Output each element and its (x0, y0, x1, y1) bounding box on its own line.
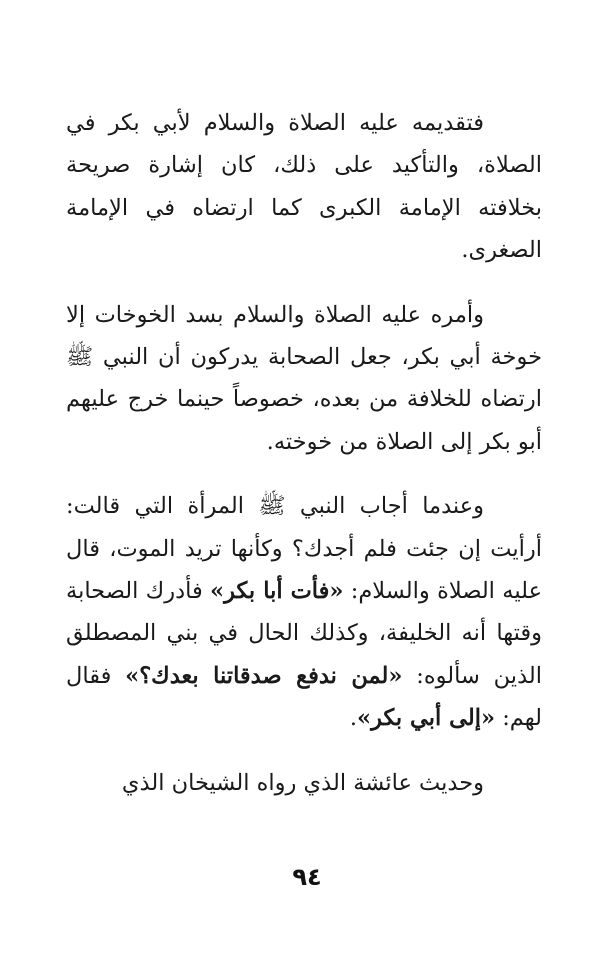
quote-fa-ta-aba-bakr: «فأت أبا بكر» (210, 578, 344, 605)
paragraph-2 (66, 294, 542, 464)
page-number: ٩٤ (292, 863, 322, 891)
paragraph-3-text-part-1: وعندما أجاب النبي ﷺ المرأة التي قالت: أرأيت إن جئت فلم أجدك؟ وكأنها تريد الموت، قال عليه الصلاة والسلام: (66, 493, 542, 605)
paragraph-4-text: وحديث عائشة الذي رواه الشيخان الذي (121, 769, 484, 796)
paragraph-3 (66, 485, 542, 739)
body-text (66, 102, 542, 804)
paragraph-3-text-part-4: . (349, 705, 358, 732)
paragraph-4 (66, 762, 542, 804)
paragraph-1 (66, 102, 542, 272)
paragraph-3-text-part-2: فأدرك الصحابة وقتها أنه الخليفة، وكذلك الحال في بني المصطلق الذين سألوه: (66, 578, 542, 689)
quote-ila-abi-bakr: «إلى أبي بكر» (357, 705, 496, 732)
paragraph-2-text: وأمره عليه الصلاة والسلام بسد الخوخات إلا خوخة أبي بكر، جعل الصحابة يدركون أن النبي ﷺ ارتضاه للخلافة من بعده، خصوصاً حينما خرج عليهم أبو بكر إلى الصلاة من خوخته. (66, 301, 542, 455)
paragraph-3-text-part-3: فقال لهم: (66, 662, 542, 732)
quote-liman-nadfa: «لمن ندفع صدقاتنا بعدك؟» (125, 662, 403, 689)
paragraph-1-text: فتقديمه عليه الصلاة والسلام لأبي بكر في الصلاة، والتأكيد على ذلك، كان إشارة صريحة بخلافته الإمامة الكبرى كما ارتضاه في الإمامة الصغرى. (66, 110, 542, 264)
